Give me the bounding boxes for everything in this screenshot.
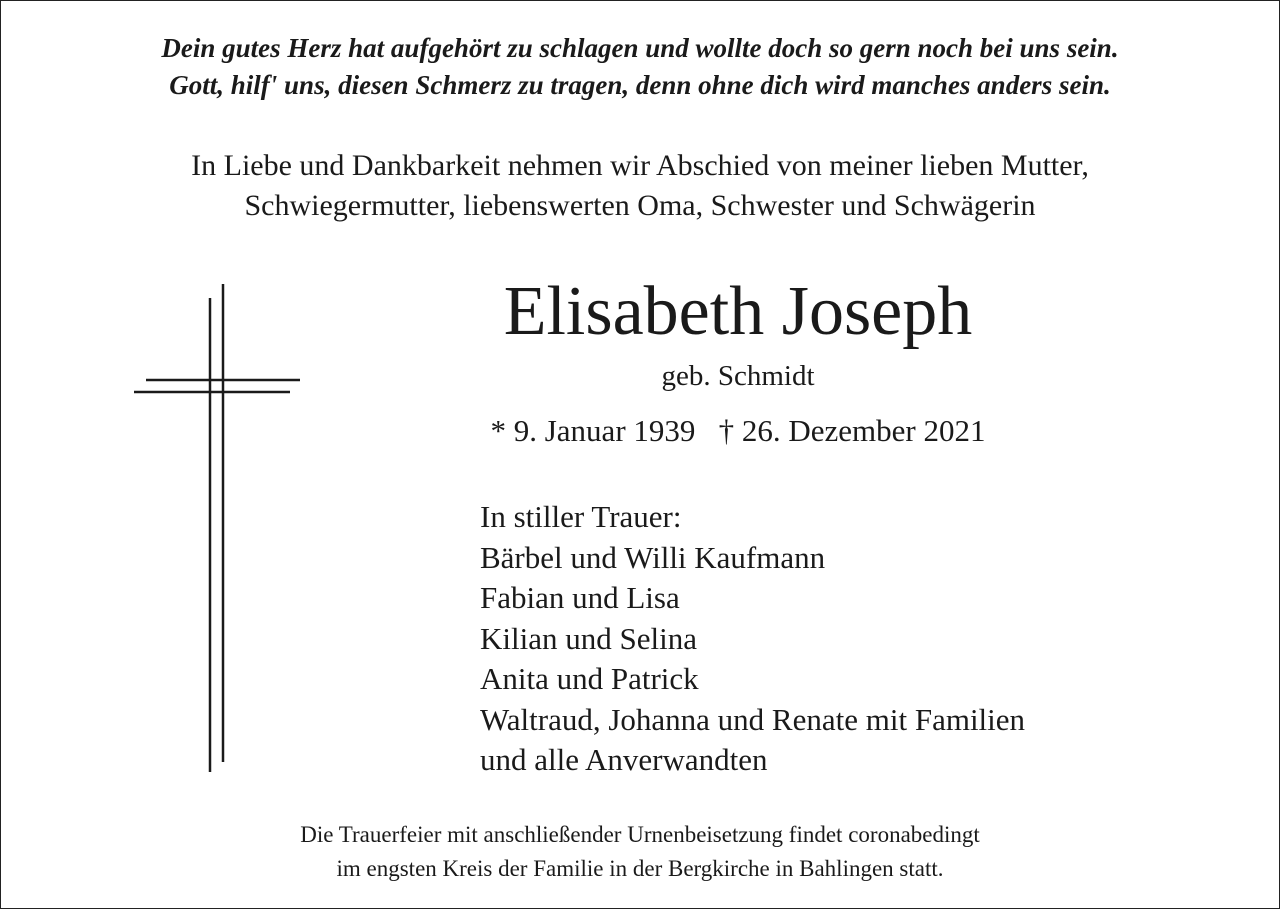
motto-line-2: Gott, hilf' uns, diesen Schmerz zu tragen, denn ohne dich wird manches anders sein. [169, 70, 1111, 100]
motto-line-1: Dein gutes Herz hat aufgehört zu schlagen und wollte doch so gern noch bei uns sein. [161, 33, 1119, 63]
footer-line-2: im engsten Kreis der Familie in der Bergkirche in Bahlingen statt. [336, 856, 944, 881]
mourner-line: Anita und Patrick [480, 661, 699, 696]
life-dates: * 9. Januar 1939 † 26. Dezember 2021 [490, 413, 986, 448]
intro-line-1: In Liebe und Dankbarkeit nehmen wir Abschied von meiner lieben Mutter, [191, 149, 1089, 182]
funeral-notice [0, 818, 1280, 886]
deceased-name: Elisabeth Joseph [503, 273, 973, 350]
mourner-line: Fabian und Lisa [480, 580, 680, 615]
intro-line-2: Schwiegermutter, liebenswerten Oma, Schwester und Schwägerin [244, 189, 1036, 222]
mourner-line: Kilian und Selina [480, 620, 697, 656]
mourner-line: Bärbel und Willi Kaufmann [480, 539, 826, 575]
cross-icon [0, 0, 320, 800]
mourner-line: Waltraud, Johanna und Renate mit Familien [480, 701, 1026, 737]
footer-line-1: Die Trauerfeier mit anschließender Urnenbeisetzung findet coronabedingt [300, 822, 980, 847]
maiden-name: geb. Schmidt [661, 360, 815, 392]
mourners-list [480, 497, 1025, 781]
mourner-line: und alle Anverwandten [480, 742, 768, 777]
mourners-heading: In stiller Trauer: [480, 499, 682, 534]
